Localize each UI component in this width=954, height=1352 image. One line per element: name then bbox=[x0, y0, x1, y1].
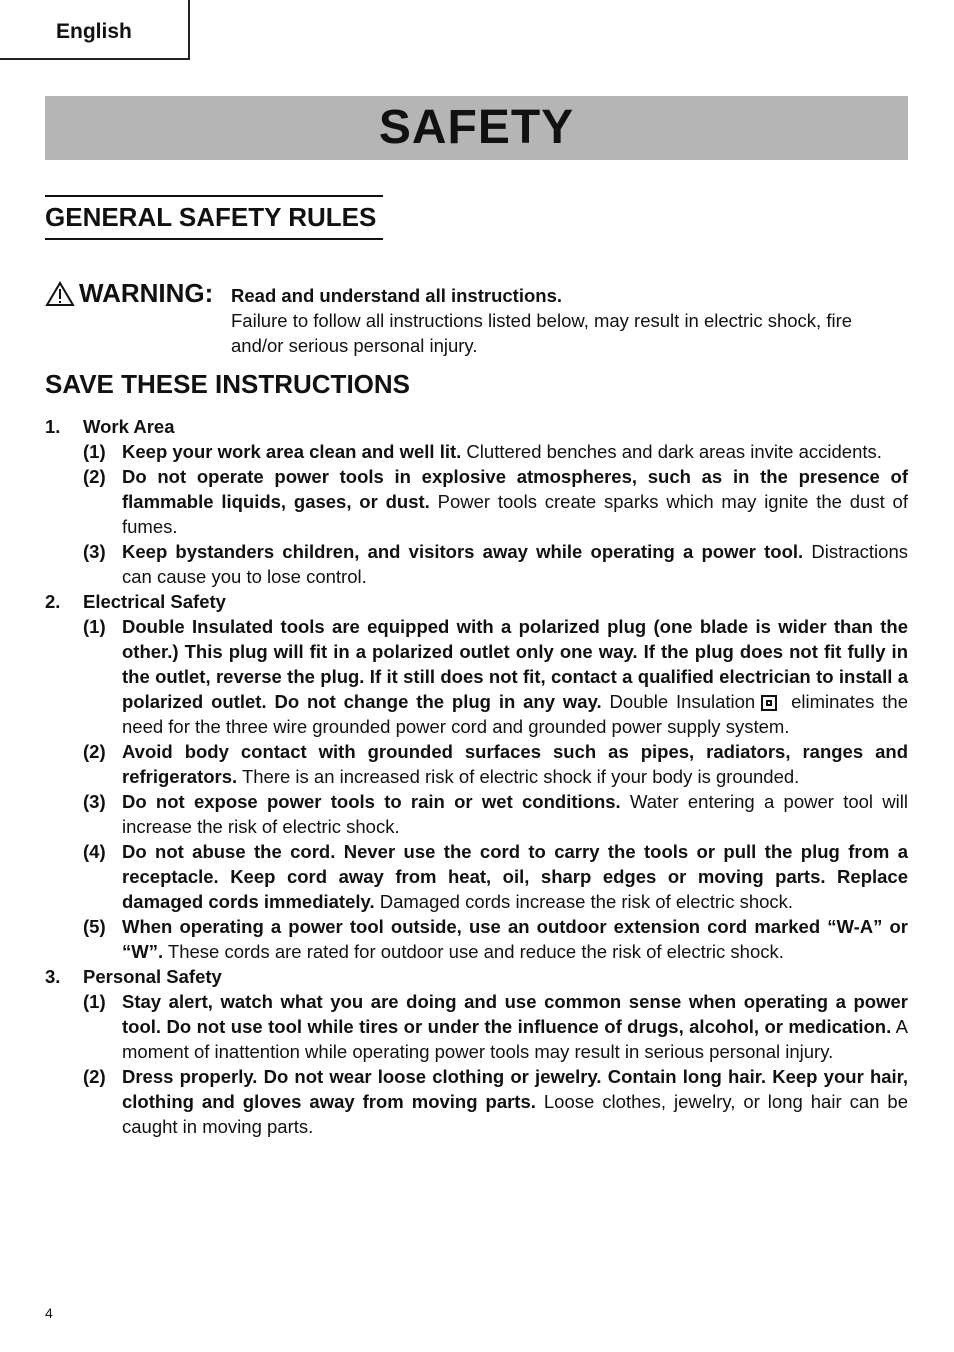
section-title-work-area bbox=[45, 414, 908, 439]
section-number: 1. bbox=[45, 416, 61, 437]
item-number: (2) bbox=[83, 1066, 106, 1087]
item-number: (3) bbox=[83, 541, 106, 562]
item-text-after: eliminates the need for the three wire grounded power cord and grounded power supply system. bbox=[122, 691, 908, 737]
warning-text bbox=[231, 283, 908, 358]
item-text: Double Insulation bbox=[601, 691, 756, 712]
list-item bbox=[45, 464, 908, 539]
item-text: Power tools create sparks which may ignite the dust of fumes. bbox=[122, 491, 908, 537]
item-number: (2) bbox=[83, 741, 106, 762]
section-number: 2. bbox=[45, 591, 61, 612]
item-text: There is an increased risk of electric shock if your body is grounded. bbox=[237, 766, 800, 787]
item-text: Cluttered benches and dark areas invite accidents. bbox=[461, 441, 882, 462]
item-number: (1) bbox=[83, 441, 106, 462]
item-bold-text: Avoid body contact with grounded surfaces such as pipes, radiators, ranges and refrigerators. bbox=[122, 741, 908, 787]
list-item bbox=[45, 1064, 908, 1139]
section-title: Work Area bbox=[83, 416, 175, 437]
language-label: English bbox=[56, 20, 132, 43]
title-bar bbox=[45, 96, 908, 160]
warning-lead: Read and understand all instructions. bbox=[231, 285, 562, 306]
section-number: 3. bbox=[45, 966, 61, 987]
item-text: Damaged cords increase the risk of electric shock. bbox=[374, 891, 794, 912]
item-number: (2) bbox=[83, 466, 106, 487]
list-item bbox=[45, 914, 908, 964]
item-bold-text: Dress properly. Do not wear loose clothing or jewelry. Contain long hair. Keep your hair, clothing and gloves away from moving parts. bbox=[122, 1066, 908, 1112]
item-text: Loose clothes, jewelry, or long hair can be caught in moving parts. bbox=[122, 1091, 909, 1137]
item-text: These cords are rated for outdoor use and reduce the risk of electric shock. bbox=[163, 941, 784, 962]
section-heading: GENERAL SAFETY RULES bbox=[45, 202, 377, 232]
item-bold-text: Stay alert, watch what you are doing and use common sense when operating a power tool. Do not use tool while tires or under the influence of drugs, alcohol, or medication. bbox=[122, 991, 908, 1037]
item-bold-text: Do not operate power tools in explosive atmospheres, such as in the presence of flammable liquids, gases, or dust. bbox=[122, 466, 908, 512]
list-item bbox=[45, 989, 908, 1064]
item-number: (1) bbox=[83, 991, 106, 1012]
warning-label-group bbox=[45, 278, 213, 309]
save-instructions-heading: SAVE THESE INSTRUCTIONS bbox=[45, 369, 411, 399]
language-tab bbox=[0, 0, 190, 60]
warning-body: Failure to follow all instructions listed below, may result in electric shock, fire and/or serious personal injury. bbox=[231, 310, 853, 356]
item-bold-text: Double Insulated tools are equipped with a polarized plug (one blade is wider than the other.) This plug will fit in a polarized outlet only one way. If the plug does not fit fully in the outlet, reverse the plug. If it still does not fit, contact a qualified electrician to install a polarized outlet. Do not change the plug in any way. bbox=[122, 616, 908, 712]
item-text: Water entering a power tool will increase the risk of electric shock. bbox=[122, 791, 908, 837]
list-item bbox=[45, 789, 908, 839]
item-number: (1) bbox=[83, 616, 106, 637]
list-item bbox=[45, 839, 908, 914]
section-title: Electrical Safety bbox=[83, 591, 226, 612]
item-bold-text: When operating a power tool outside, use an outdoor extension cord marked “W-A” or “W”. bbox=[122, 916, 908, 962]
item-bold-text: Do not expose power tools to rain or wet conditions. bbox=[122, 791, 621, 812]
item-number: (5) bbox=[83, 916, 106, 937]
list-item bbox=[45, 539, 908, 589]
section-title: Personal Safety bbox=[83, 966, 222, 987]
list-item bbox=[45, 739, 908, 789]
item-text: A moment of inattention while operating power tools may result in serious personal injury. bbox=[122, 1016, 908, 1062]
item-bold-text: Keep bystanders children, and visitors away while operating a power tool. bbox=[122, 541, 804, 562]
double-insulation-icon bbox=[761, 695, 777, 711]
warning-triangle-icon bbox=[45, 281, 75, 307]
item-bold-text: Keep your work area clean and well lit. bbox=[122, 441, 462, 462]
section-title-personal-safety bbox=[45, 964, 908, 989]
item-number: (3) bbox=[83, 791, 106, 812]
warning-label: WARNING: bbox=[79, 278, 214, 308]
section-heading-box bbox=[45, 195, 383, 240]
item-text: Distractions can cause you to lose control. bbox=[122, 541, 908, 587]
section-title-electrical-safety bbox=[45, 589, 908, 614]
list-item bbox=[45, 614, 908, 739]
item-number: (4) bbox=[83, 841, 106, 862]
rules-list bbox=[45, 414, 908, 1139]
page-title: SAFETY bbox=[378, 101, 575, 154]
list-item bbox=[45, 439, 908, 464]
page-number: 4 bbox=[45, 1305, 53, 1321]
item-bold-text: Do not abuse the cord. Never use the cord to carry the tools or pull the plug from a receptacle. Keep cord away from heat, oil, sharp edges or moving parts. Replace damaged cords immediately. bbox=[122, 841, 908, 912]
